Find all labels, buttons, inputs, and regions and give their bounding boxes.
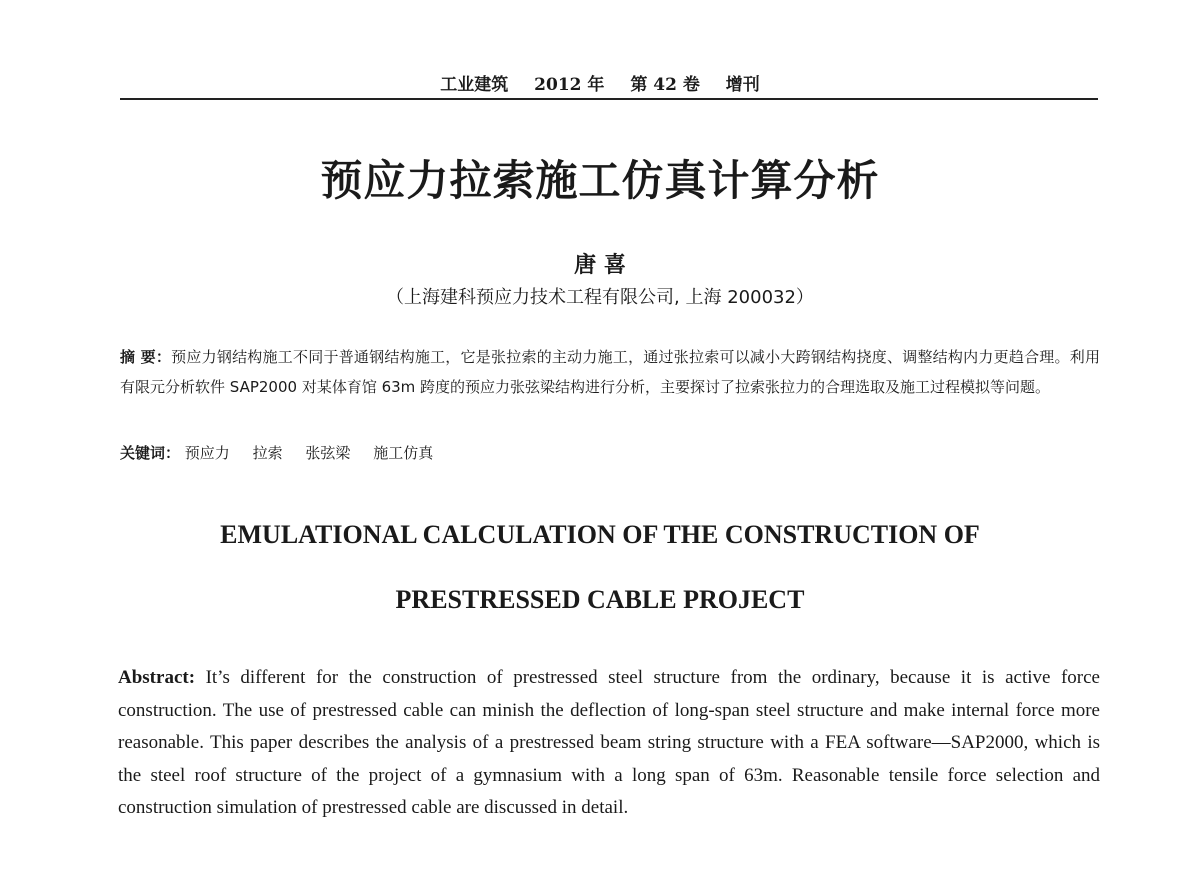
keyword-item: 拉索	[252, 444, 283, 462]
journal-issue: 增刊	[725, 75, 760, 95]
english-abstract-text: It’s different for the construction of prestressed steel structure from the ordinary, because it is active force construction. The use of prestressed cable can minish the deflection of long-span steel structure and make internal force more reasonable. This paper describes the analysis of a prestressed beam string structure with a FEA software—SAP2000, which is the steel roof structure of the project of a gymnasium with a long span of 63m. Reasonable tensile force selection and construction simulation of prestressed cable are discussed in detail.	[118, 667, 1100, 818]
english-abstract	[118, 662, 1100, 825]
english-title-line-1: EMULATIONAL CALCULATION OF THE CONSTRUCTION OF	[220, 520, 980, 549]
keyword-item: 张弦梁	[305, 444, 351, 462]
journal-name: 工业建筑	[440, 75, 509, 95]
chinese-abstract-text: 预应力钢结构施工不同于普通钢结构施工，它是张拉索的主动力施工，通过张拉索可以减小大跨钢结构挠度、调整结构内力更趋合理。利用有限元分析软件 SAP2000 对某体育馆 63m 跨度的预应力张弦梁结构进行分析，主要探讨了拉索张拉力的合理选取及施工过程模拟等问题。	[120, 348, 1100, 396]
author-affiliation: （上海建科预应力技术工程有限公司, 上海 200032）	[386, 287, 814, 308]
chinese-title: 预应力拉索施工仿真计算分析	[320, 156, 880, 205]
chinese-abstract	[120, 342, 1100, 402]
journal-year: 2012 年	[534, 75, 605, 95]
journal-header	[0, 70, 1200, 95]
keyword-item: 预应力	[184, 444, 230, 462]
header-divider	[120, 98, 1098, 100]
journal-volume: 第 42 卷	[630, 75, 700, 95]
keyword-item: 施工仿真	[373, 444, 434, 462]
chinese-abstract-label: 摘 要：	[120, 348, 172, 366]
keywords-label: 关键词：	[120, 444, 181, 462]
author-name: 唐 喜	[574, 253, 626, 278]
english-title-line-2: PRESTRESSED CABLE PROJECT	[395, 585, 805, 614]
chinese-keywords	[120, 438, 1100, 468]
english-abstract-label: Abstract:	[118, 667, 196, 688]
